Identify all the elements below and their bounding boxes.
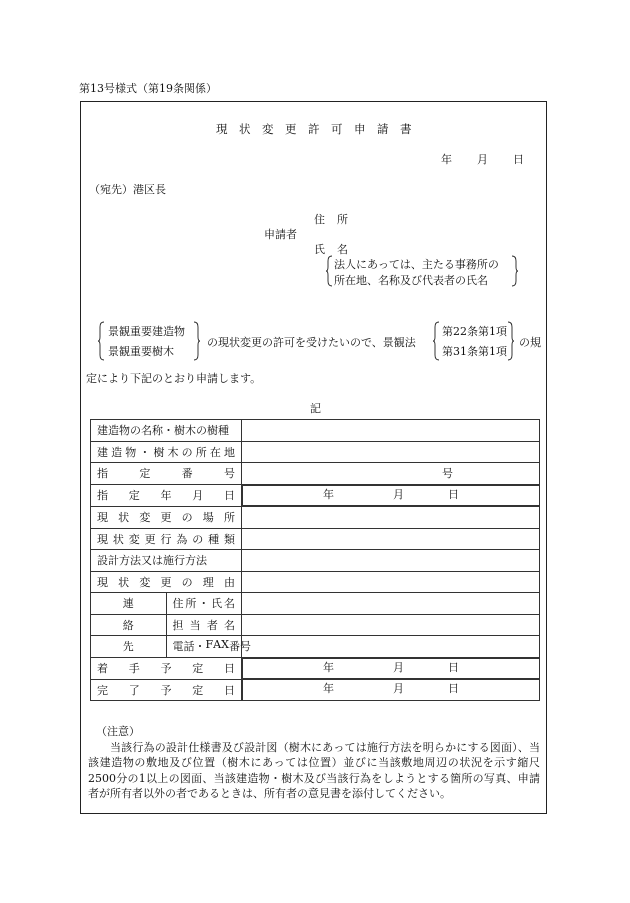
form-number: 第13号様式（第19条関係） bbox=[79, 82, 217, 95]
corp-note-line2: 所在地、名称及び代表者の氏名 bbox=[334, 274, 488, 287]
row-label-building-name: 建造物の名称・樹木の樹種 bbox=[91, 420, 242, 442]
table-row bbox=[91, 636, 540, 658]
application-table bbox=[90, 419, 540, 701]
row-label-location: 建 造 物 ・ 樹 木 の 所 在 地 bbox=[91, 441, 242, 463]
value-completion-date[interactable]: 年 月 日 bbox=[242, 679, 540, 701]
value-contact-person[interactable] bbox=[242, 614, 540, 636]
value-designation-date[interactable]: 年 月 日 bbox=[242, 485, 540, 507]
row-label-start-date: 着 手 予 定 日 bbox=[91, 657, 242, 679]
option-a-brace-left bbox=[97, 321, 105, 361]
recipient: （宛先）港区長 bbox=[89, 183, 166, 196]
option-b-brace-right bbox=[507, 321, 515, 361]
option-b-brace-left bbox=[432, 321, 440, 361]
value-change-place[interactable] bbox=[242, 507, 540, 529]
applicant-label: 申請者 bbox=[264, 228, 297, 241]
intro-line2: 定により下記のとおり申請します。 bbox=[86, 372, 262, 385]
value-contact-phone[interactable] bbox=[242, 636, 540, 658]
option-b2: 第31条第1項 bbox=[442, 345, 507, 358]
table-row bbox=[91, 679, 540, 701]
form-title: 現 状 変 更 許 可 申 請 書 bbox=[216, 122, 412, 136]
option-a2: 景観重要樹木 bbox=[108, 345, 174, 358]
table-row bbox=[91, 614, 540, 636]
table-row bbox=[91, 571, 540, 593]
table-row bbox=[91, 420, 540, 442]
row-label-change-place: 現 状 変 更 の 場 所 bbox=[91, 507, 242, 529]
table-row bbox=[91, 441, 540, 463]
value-change-reason[interactable] bbox=[242, 571, 540, 593]
notes-heading: （注意） bbox=[96, 725, 140, 738]
table-row bbox=[91, 657, 540, 679]
row-label-completion-date: 完 了 予 定 日 bbox=[91, 679, 242, 701]
option-b1: 第22条第1項 bbox=[442, 325, 507, 338]
value-change-type[interactable] bbox=[242, 528, 540, 550]
table-row bbox=[91, 463, 540, 485]
notes bbox=[88, 724, 540, 802]
row-label-design-method: 設計方法又は施行方法 bbox=[91, 550, 242, 572]
value-start-date[interactable]: 年 月 日 bbox=[242, 658, 540, 680]
row-label-contact-person: 担 当 者 名 bbox=[166, 614, 242, 636]
date-day-label: 日 bbox=[513, 153, 524, 166]
row-label-change-type: 現 状 変 更 行 為 の 種 類 bbox=[91, 528, 242, 550]
value-location[interactable] bbox=[242, 441, 540, 463]
notes-body: 当該行為の設計仕様書及び設計図（樹木にあっては施行方法を明らかにする図面）、当該建造物の敷地及び位置（樹木にあっては位置）並びに当該敷地周辺の状況を示す縮尺2500分の1以上の図面、当該建造物・樹木及び当該行為をしようとする箇所の写真、申請者が所有者以外の者であるときは、所有者の意見書を添付してください。 bbox=[88, 740, 540, 800]
value-contact-address[interactable] bbox=[242, 593, 540, 615]
address-label: 住 所 bbox=[314, 213, 348, 226]
table-row bbox=[91, 507, 540, 529]
intro-middle: の現状変更の許可を受けたいので、景観法 bbox=[207, 336, 416, 349]
table-row bbox=[91, 528, 540, 550]
contact-side-1: 連 bbox=[91, 593, 167, 615]
row-label-contact-phone: 電 話 ・ F A X 番 号 bbox=[166, 636, 242, 658]
option-a1: 景観重要建造物 bbox=[108, 325, 185, 338]
corp-note-brace-left bbox=[325, 255, 333, 287]
name-label: 氏 名 bbox=[314, 243, 348, 256]
contact-side-2: 絡 bbox=[91, 614, 167, 636]
corp-note-brace-right bbox=[511, 255, 519, 287]
ki-heading: 記 bbox=[310, 402, 321, 415]
option-a-brace-right bbox=[193, 321, 201, 361]
row-label-designation-number: 指 定 番 号 bbox=[91, 463, 242, 485]
contact-side-3: 先 bbox=[91, 636, 167, 658]
value-building-name[interactable] bbox=[242, 420, 540, 442]
corp-note-line1: 法人にあっては、主たる事務所の bbox=[334, 258, 499, 271]
date-month-label: 月 bbox=[477, 153, 488, 166]
table-row bbox=[91, 593, 540, 615]
row-label-designation-date: 指 定 年 月 日 bbox=[91, 484, 242, 507]
row-label-contact-address: 住 所 ・ 氏 名 bbox=[166, 593, 242, 615]
date-year-label: 年 bbox=[441, 153, 452, 166]
table-row bbox=[91, 550, 540, 572]
table-row bbox=[91, 484, 540, 507]
row-label-change-reason: 現 状 変 更 の 理 由 bbox=[91, 571, 242, 593]
value-designation-number[interactable]: 号 bbox=[242, 463, 540, 485]
value-design-method[interactable] bbox=[242, 550, 540, 572]
intro-tail: の規 bbox=[519, 336, 541, 349]
